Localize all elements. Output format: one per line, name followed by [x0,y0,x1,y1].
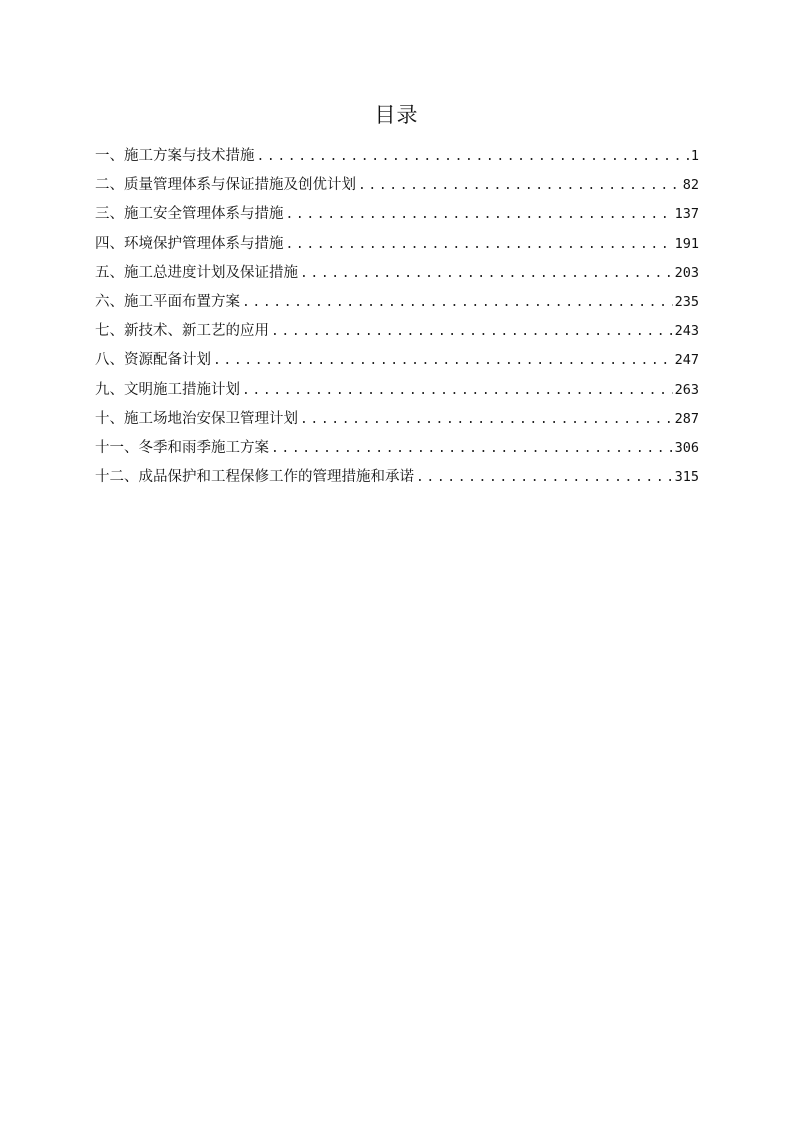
toc-entry-3[interactable] [95,200,699,229]
toc-entry-label: 三、施工安全管理体系与措施 [95,206,284,223]
dot-leader [300,405,673,434]
toc-entry-page-number: 82 [682,177,699,194]
toc-entry-page-number: 1 [690,148,699,164]
toc-entry-page-number: 287 [674,410,699,427]
toc-entry-page-number: 247 [674,352,699,369]
toc-entry-label: 七、新技术、新工艺的应用 [95,323,269,340]
dot-leader [358,171,681,200]
toc-entry-label: 十一、冬季和雨季施工方案 [95,439,269,456]
toc-entry-4[interactable] [95,230,699,259]
toc-entry-5[interactable] [95,259,699,288]
toc-entry-page-number: 315 [674,469,699,486]
toc-entry-label: 一、施工方案与技术措施 [95,148,255,164]
toc-entry-page-number: 306 [674,439,699,456]
dot-leader [257,142,689,171]
dot-leader [242,288,673,317]
toc-entry-12[interactable] [95,463,699,492]
dot-leader [213,346,673,375]
dot-leader [271,317,673,346]
toc-entry-page-number: 263 [674,381,699,398]
dot-leader [300,259,673,288]
dot-leader [416,463,673,492]
dot-leader [286,230,673,259]
toc-entry-label: 二、质量管理体系与保证措施及创优计划 [95,177,356,194]
toc-entry-label: 五、施工总进度计划及保证措施 [95,264,298,281]
toc-entry-11[interactable] [95,434,699,463]
toc-entry-2[interactable] [95,171,699,200]
toc-entry-1[interactable] [95,142,699,171]
toc-entry-page-number: 137 [674,206,699,223]
toc-title: 目录 [374,103,419,127]
toc-entry-9[interactable] [95,376,699,405]
toc-entry-page-number: 203 [674,264,699,281]
dot-leader [242,376,673,405]
toc-entry-page-number: 235 [674,293,699,310]
toc-entry-label: 十、施工场地治安保卫管理计划 [95,410,298,427]
dot-leader [286,200,673,229]
toc-entry-page-number: 243 [674,323,699,340]
toc-entry-6[interactable] [95,288,699,317]
toc-entry-label: 十二、成品保护和工程保修工作的管理措施和承诺 [95,469,414,486]
dot-leader [271,434,673,463]
toc-entry-7[interactable] [95,317,699,346]
toc-entry-10[interactable] [95,405,699,434]
toc-entry-label: 六、施工平面布置方案 [95,293,240,310]
toc-entry-label: 九、文明施工措施计划 [95,381,240,398]
toc-entry-label: 八、资源配备计划 [95,352,211,369]
toc-entry-label: 四、环境保护管理体系与措施 [95,235,284,252]
toc-entry-8[interactable] [95,346,699,375]
toc-list [95,142,699,492]
toc-entry-page-number: 191 [674,235,699,252]
